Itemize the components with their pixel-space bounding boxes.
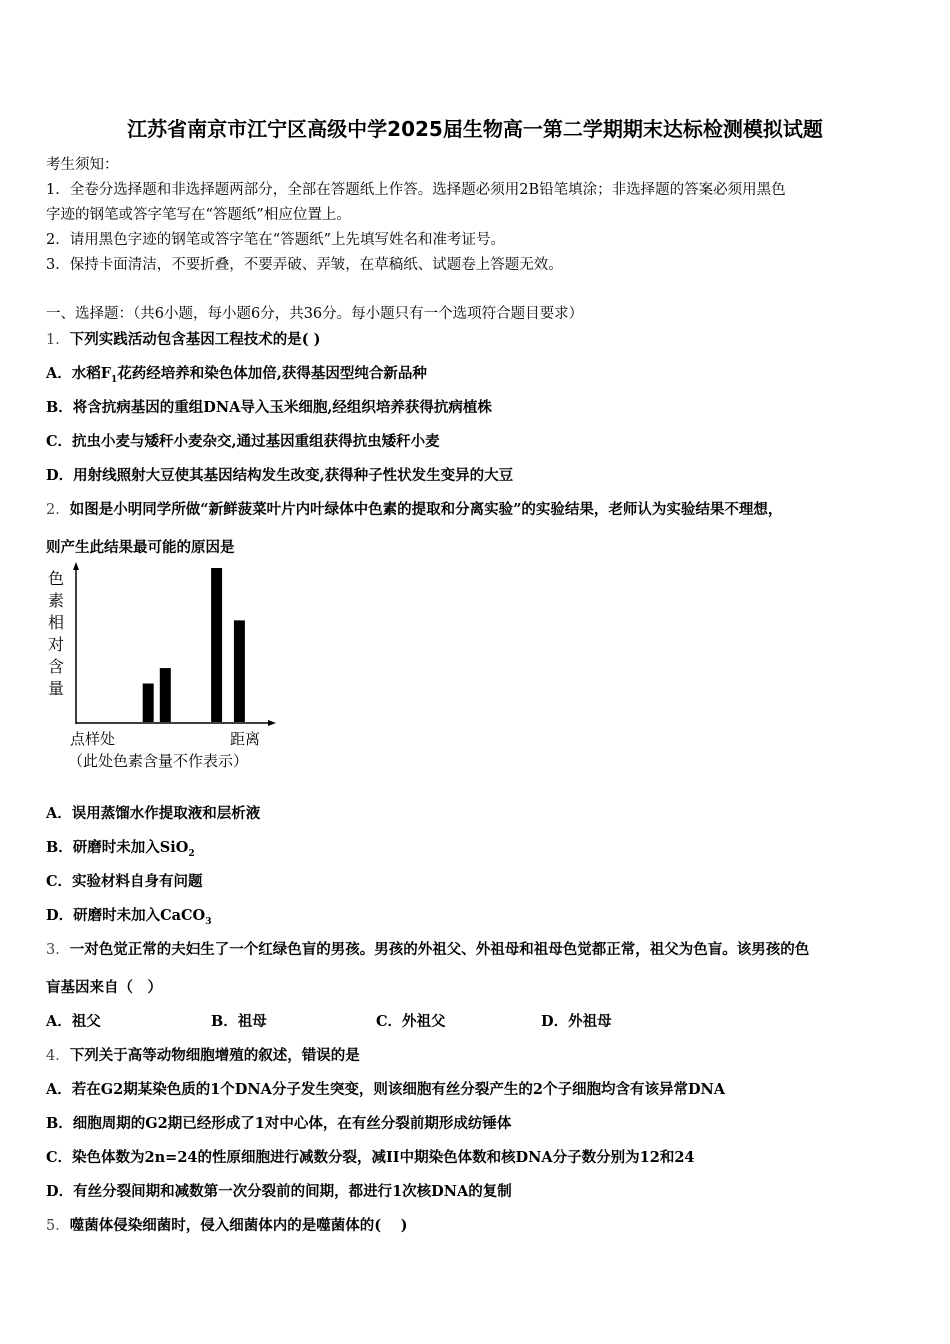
option-d: D．有丝分裂间期和减数第一次分裂前的间期，都进行1次核DNA的复制 xyxy=(46,1183,512,1200)
option-b: B．细胞周期的G2期已经形成了1对中心体，在有丝分裂前期形成纺锤体 xyxy=(46,1115,512,1132)
question-number: 5． xyxy=(46,1218,70,1234)
option-d: D．外祖母 xyxy=(541,1013,612,1030)
y-label-char: 色 xyxy=(48,569,65,588)
question-stem-continued: 盲基因来自（ ） xyxy=(46,979,162,996)
option-c: C．实验材料自身有问题 xyxy=(46,873,203,890)
notice-heading: 考生须知： xyxy=(46,157,119,173)
question-2 xyxy=(46,498,782,519)
x-label-end: 距离 xyxy=(230,730,261,748)
question-stem: 噬菌体侵染细菌时，侵入细菌体内的是噬菌体的( ) xyxy=(69,1217,408,1234)
notice-item: 3．保持卡面清洁，不要折叠，不要弄破、弄皱，在草稿纸、试题卷上答题无效。 xyxy=(46,257,563,273)
notice-item: 字迹的钢笔或答字笔写在“答题纸”相应位置上。 xyxy=(46,207,351,223)
option-a: A．误用蒸馏水作提取液和层析液 xyxy=(46,805,261,822)
chart-bar xyxy=(211,568,222,722)
y-label-char: 含 xyxy=(48,657,65,676)
option-d: D．研磨时未加入CaCO$_3$ xyxy=(46,907,212,927)
question-5 xyxy=(46,1214,408,1235)
option-d: D．用射线照射大豆使其基因结构发生改变,获得种子性状发生变异的大豆 xyxy=(46,467,514,484)
question-number: 4． xyxy=(46,1048,70,1064)
chart-bar xyxy=(234,620,245,722)
option-a: A．水稻$F_1$花药经培养和染色体加倍,获得基因型纯合新品种 xyxy=(46,365,427,385)
question-number: 2． xyxy=(46,502,70,518)
notice-item: 2．请用黑色字迹的钢笔或答字笔在“答题纸”上先填写姓名和准考证号。 xyxy=(46,232,506,248)
options-row xyxy=(46,1010,706,1031)
option-c: C．抗虫小麦与矮秆小麦杂交,通过基因重组获得抗虫矮秆小麦 xyxy=(46,433,440,450)
question-number: 1． xyxy=(46,332,70,348)
section-heading: 一、选择题：（共6小题，每小题6分，共36分。每小题只有一个选项符合题目要求） xyxy=(46,306,584,322)
option-b: B．将含抗病基因的重组DNA导入玉米细胞,经组织培养获得抗病植株 xyxy=(46,399,492,416)
question-stem: 如图是小明同学所做“新鲜菠菜叶片内叶绿体中色素的提取和分离实验”的实验结果，老师认为实验结果不理想， xyxy=(69,501,783,518)
y-axis-arrow xyxy=(73,562,79,570)
question-1 xyxy=(46,328,321,349)
chart-bar xyxy=(143,684,154,723)
y-axis-label xyxy=(48,569,64,698)
y-label-char: 相 xyxy=(48,613,65,632)
y-label-char: 对 xyxy=(48,635,65,654)
notice-item: 1．全卷分选择题和非选择题两部分，全部在答题纸上作答。选择题必须用2B铅笔填涂；非选择题的答案必须用黑色 xyxy=(46,182,786,198)
option-b: B．研磨时未加入SiO$_2$ xyxy=(46,839,195,859)
option-b: B．祖母 xyxy=(211,1013,267,1030)
option-c: C．外祖父 xyxy=(376,1013,446,1030)
question-stem: 下列实践活动包含基因工程技术的是( ) xyxy=(69,331,321,348)
y-label-char: 素 xyxy=(48,591,65,610)
option-a: A．祖父 xyxy=(46,1013,101,1030)
question-stem-continued: 则产生此结果最可能的原因是 xyxy=(46,539,235,556)
x-label-start: 点样处 xyxy=(70,730,116,748)
x-axis-arrow xyxy=(268,720,276,726)
chart-note: （此处色素含量不作表示） xyxy=(68,752,249,770)
chart-bar xyxy=(160,668,171,722)
option-c: C．染色体数为2n=24的性原细胞进行减数分裂，减II中期染色体数和核DNA分子数分别为12和24 xyxy=(46,1149,695,1166)
question-stem: 下列关于高等动物细胞增殖的叙述，错误的是 xyxy=(69,1047,360,1064)
option-a: A．若在G2期某染色质的1个DNA分子发生突变，则该细胞有丝分裂产生的2个子细胞均含有该异常DNA xyxy=(46,1081,726,1098)
question-stem: 一对色觉正常的夫妇生了一个红绿色盲的男孩。男孩的外祖父、外祖母和祖母色觉都正常，祖父为色盲。该男孩的色 xyxy=(69,941,810,958)
question-3 xyxy=(46,938,809,959)
y-label-char: 量 xyxy=(48,679,65,698)
pigment-chart xyxy=(40,560,280,780)
question-number: 3． xyxy=(46,942,70,958)
question-4 xyxy=(46,1044,360,1065)
page-title: 江苏省南京市江宁区高级中学2025届生物高一第二学期期末达标检测模拟试题 xyxy=(127,117,823,141)
